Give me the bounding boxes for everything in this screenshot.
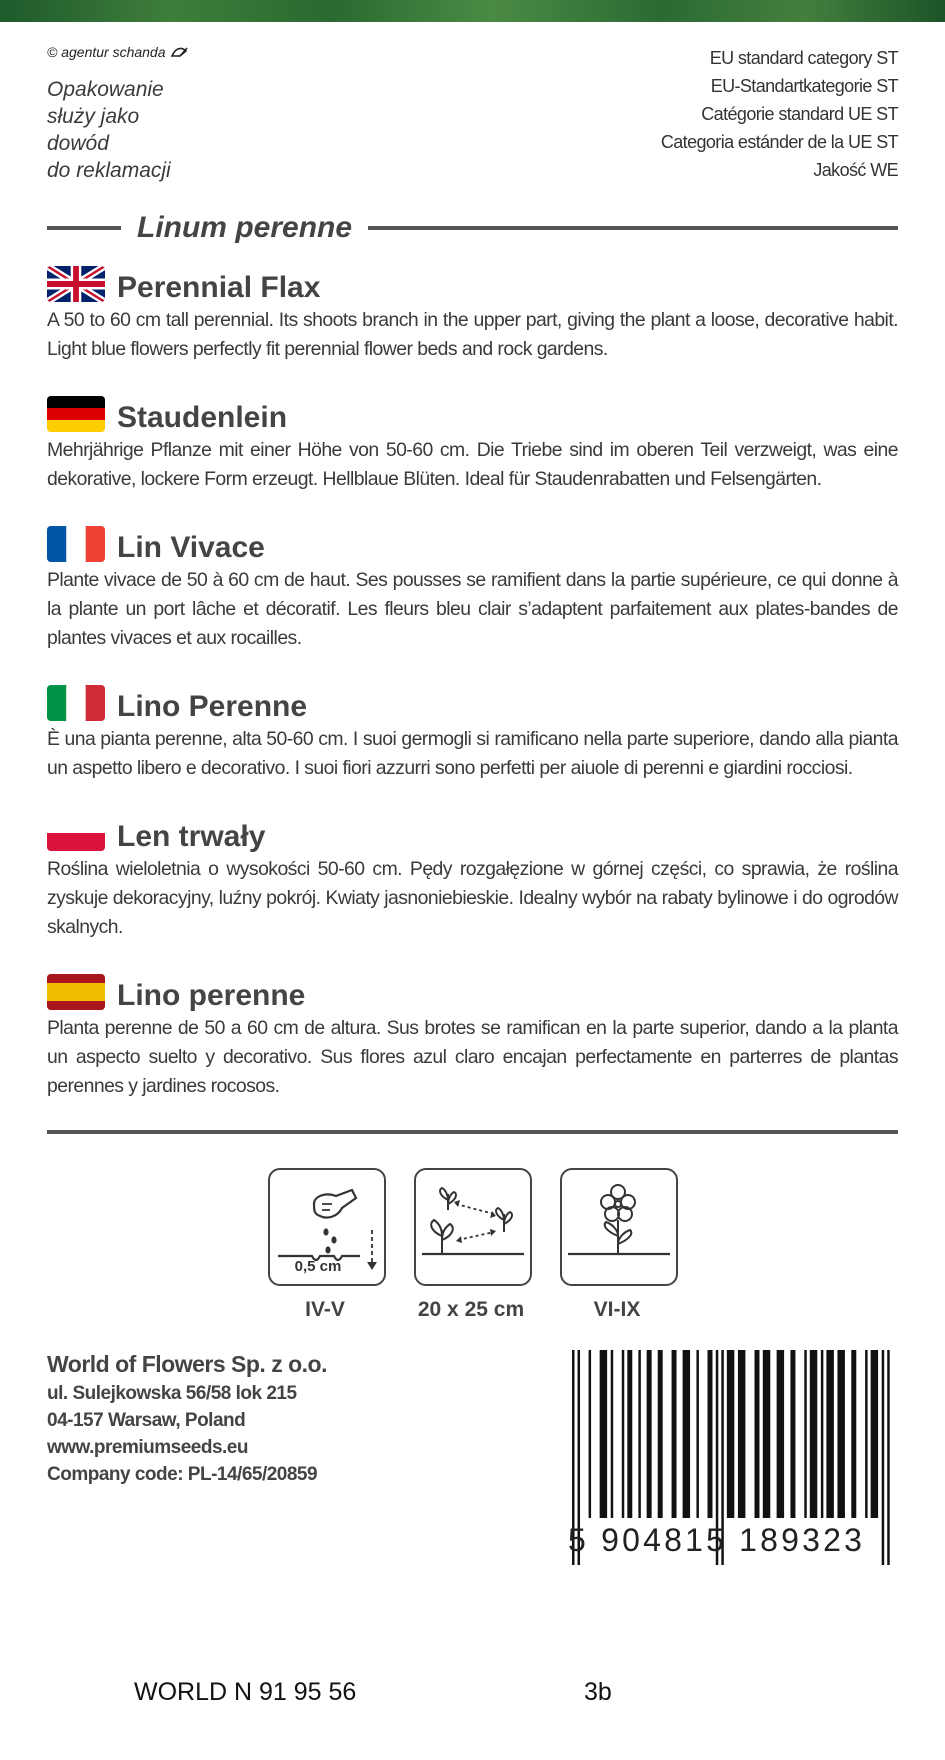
- eu-category-line: Categoria estánder de la UE ST: [660, 132, 898, 152]
- sowing-time-label: IV-V: [305, 1298, 345, 1321]
- product-code: WORLD N 91 95 56: [134, 1678, 357, 1706]
- packaging-note-line: do reklamacji: [47, 159, 171, 182]
- lang-section-pl: [47, 811, 898, 942]
- packaging-note-line: Opakowanie: [47, 78, 164, 101]
- eu-category-line: Catégorie standard UE ST: [701, 104, 898, 124]
- barcode-number: 5 904815 189323: [568, 1522, 866, 1558]
- lang-name: Lin Vivace: [117, 531, 265, 564]
- germany-flag-icon: [47, 396, 105, 432]
- copyright-text: © agentur schanda: [47, 44, 166, 60]
- flowering-icon: [560, 1168, 678, 1286]
- sowing-depth-label: 0,5 cm: [294, 1258, 342, 1275]
- lang-name: Lino Perenne: [117, 690, 308, 723]
- lang-name: Lino perenne: [117, 979, 306, 1012]
- lang-description: Roślina wieloletnia o wysokości 50-60 cm. Pędy rozgałęzione w górnej części, co sprawia, że roślina zyskuje dekoracyjny, luźny pokrój. Kwiaty jasnoniebieskie. Idealny wybór na rabaty bylinowe i do ogrodów skalnych.: [47, 858, 898, 938]
- company-address-line: 04-157 Warsaw, Poland: [47, 1410, 246, 1431]
- spacing-label: 20 x 25 cm: [417, 1298, 525, 1321]
- lang-name: Len trwały: [117, 820, 266, 853]
- copyright-notice: [47, 44, 190, 60]
- eu-category-line: EU standard category ST: [709, 48, 898, 68]
- lang-description: Plante vivace de 50 à 60 cm de haut. Ses pousses se ramifient dans la partie supérieure, ce qui donne à la plante un port lâche et décoratif. Les fleurs bleu clair s’adaptent parfaitement aux plates-bandes de plantes vivaces et aux rocailles.: [47, 569, 898, 649]
- eu-category-block: [661, 44, 898, 184]
- company-address-line: ul. Sulejkowska 56/58 lok 215: [47, 1383, 297, 1404]
- company-website[interactable]: www.premiumseeds.eu: [47, 1437, 248, 1458]
- packaging-note-line: służy jako: [47, 105, 140, 128]
- latin-name-row: [47, 210, 898, 246]
- packaging-note: [47, 76, 171, 184]
- lang-name: Staudenlein: [117, 401, 288, 434]
- rule-right: [368, 226, 898, 230]
- lang-section-en: [47, 262, 898, 364]
- plant-spacing-icon: [414, 1168, 532, 1286]
- agency-logo-icon: [170, 45, 190, 59]
- sowing-info-icons: [268, 1168, 678, 1328]
- lang-section-es: [47, 970, 898, 1101]
- uk-flag-icon: [47, 266, 105, 302]
- section-divider: [47, 1130, 898, 1134]
- lang-description: Mehrjährige Pflanze mit einer Höhe von 50-60 cm. Die Triebe sind im oberen Teil verzweigt, was eine dekorative, lockere Form erzeugt. Hellblaue Blüten. Ideal für Staudenrabatten und Felsengärten.: [47, 439, 898, 490]
- top-photo-band: [0, 0, 945, 22]
- company-info: [47, 1348, 327, 1488]
- france-flag-icon: [47, 526, 105, 562]
- lang-description: È una pianta perenne, alta 50-60 cm. I suoi germogli si ramificano nella parte superiore, dando alla pianta un aspetto libero e decorativo. I suoi fiori azzurri sono perfetti per aiuole di perenni e giardini rocciosi.: [47, 728, 898, 779]
- poland-flag-icon: [47, 815, 105, 851]
- eu-category-line: Jakość WE: [813, 160, 898, 180]
- flowering-time-label: VI-IX: [593, 1298, 641, 1321]
- packaging-note-line: dowód: [47, 132, 109, 155]
- company-name: World of Flowers Sp. z o.o.: [47, 1351, 327, 1377]
- lang-name: Perennial Flax: [117, 271, 321, 304]
- sowing-depth-icon: [268, 1168, 386, 1286]
- lang-section-de: [47, 392, 898, 494]
- lang-description: A 50 to 60 cm tall perennial. Its shoots branch in the upper part, giving the plant a loose, decorative habit. Light blue flowers perfectly fit perennial flower beds and rock gardens.: [47, 309, 898, 360]
- rule-left: [47, 226, 121, 230]
- latin-name: Linum perenne: [137, 211, 353, 244]
- company-code: Company code: PL-14/65/20859: [47, 1464, 318, 1485]
- eu-category-line: EU-Standartkategorie ST: [710, 76, 898, 96]
- print-version: 3b: [584, 1678, 612, 1706]
- lang-section-fr: [47, 522, 898, 653]
- italy-flag-icon: [47, 685, 105, 721]
- lang-section-it: [47, 681, 898, 783]
- spain-flag-icon: [47, 974, 105, 1010]
- lang-description: Planta perenne de 50 a 60 cm de altura. Sus brotes se ramifican en la parte superior, dando a la planta un aspecto suelto y decorativo. Sus flores azul claro encajan perfectamente en parterres de plantas perennes y jardines rocosos.: [47, 1017, 898, 1097]
